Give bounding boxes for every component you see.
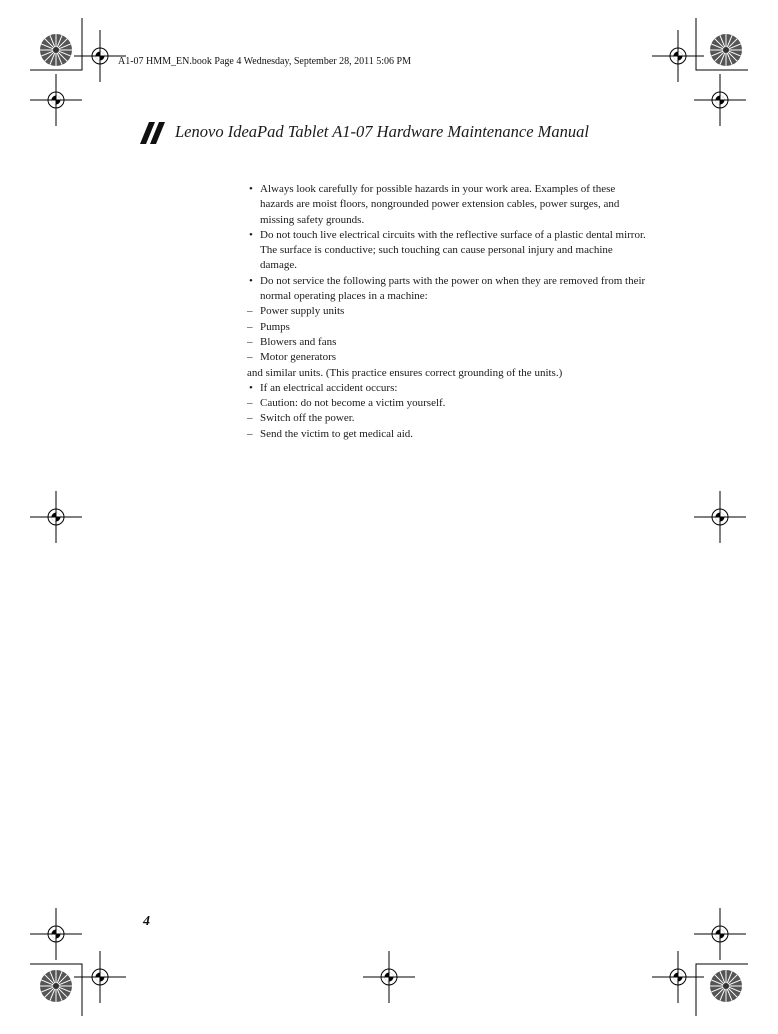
sublist-item: – Blowers and fans — [247, 335, 647, 350]
list-item — [247, 228, 647, 274]
bullet-icon: • — [249, 183, 253, 195]
sublist-item: – Power supply units — [247, 304, 647, 319]
list-item — [247, 381, 647, 396]
sublist-item: – Switch off the power. — [247, 411, 647, 426]
parts-note: and similar units. (This practice ensures correct grounding of the units.) — [247, 366, 563, 379]
bullet-icon: • — [249, 274, 253, 287]
list-item — [247, 182, 647, 228]
safety-list — [247, 182, 647, 304]
file-info: A1-07 HMM_EN.book Page 4 Wednesday, September 28, 2011 5:06 PM — [118, 56, 411, 67]
dash-icon: – — [247, 351, 253, 364]
list-item-text: If an electrical accident occurs: — [260, 381, 398, 394]
double-slash-icon — [140, 122, 168, 144]
starburst-mark-top-right — [710, 34, 742, 66]
safety-content — [247, 182, 647, 442]
sublist-item: – Motor generators — [247, 350, 647, 365]
sublist-item: – Send the victim to get medical aid. — [247, 427, 647, 442]
sublist-item: – Caution: do not become a victim yourself. — [247, 396, 647, 411]
parts-sublist — [247, 304, 647, 365]
dash-icon: – — [247, 335, 253, 348]
list-item-text: Always look carefully for possible hazards in your work area. Examples of these hazards are moist floors, nongrounded power extension cables, power surges, and missing safety grounds. — [260, 183, 620, 226]
starburst-mark-bottom-left — [40, 970, 72, 1002]
list-item — [247, 274, 647, 305]
bullet-icon: • — [249, 228, 253, 241]
starburst-mark-bottom-right — [710, 970, 742, 1002]
starburst-mark-top-left — [40, 34, 72, 66]
list-item-text: Do not touch live electrical circuits with the reflective surface of a plastic dental mirror. The surface is conductive; such touching can cause personal injury and machine damage. — [260, 228, 646, 272]
dash-icon: – — [247, 305, 253, 318]
running-title: Lenovo IdeaPad Tablet A1-07 Hardware Maintenance Manual — [175, 122, 589, 141]
dash-icon: – — [247, 427, 253, 440]
safety-list-cont — [247, 381, 647, 396]
accident-sublist — [247, 396, 647, 442]
dash-icon: – — [247, 320, 253, 333]
bullet-icon: • — [249, 381, 253, 394]
sublist-item: – Pumps — [247, 320, 647, 335]
list-item-text: Do not service the following parts with the power on when they are removed from their normal operating places in a machine: — [260, 274, 646, 303]
page-number: 4 — [143, 914, 150, 929]
dash-icon: – — [247, 412, 253, 425]
dash-icon: – — [247, 397, 253, 410]
